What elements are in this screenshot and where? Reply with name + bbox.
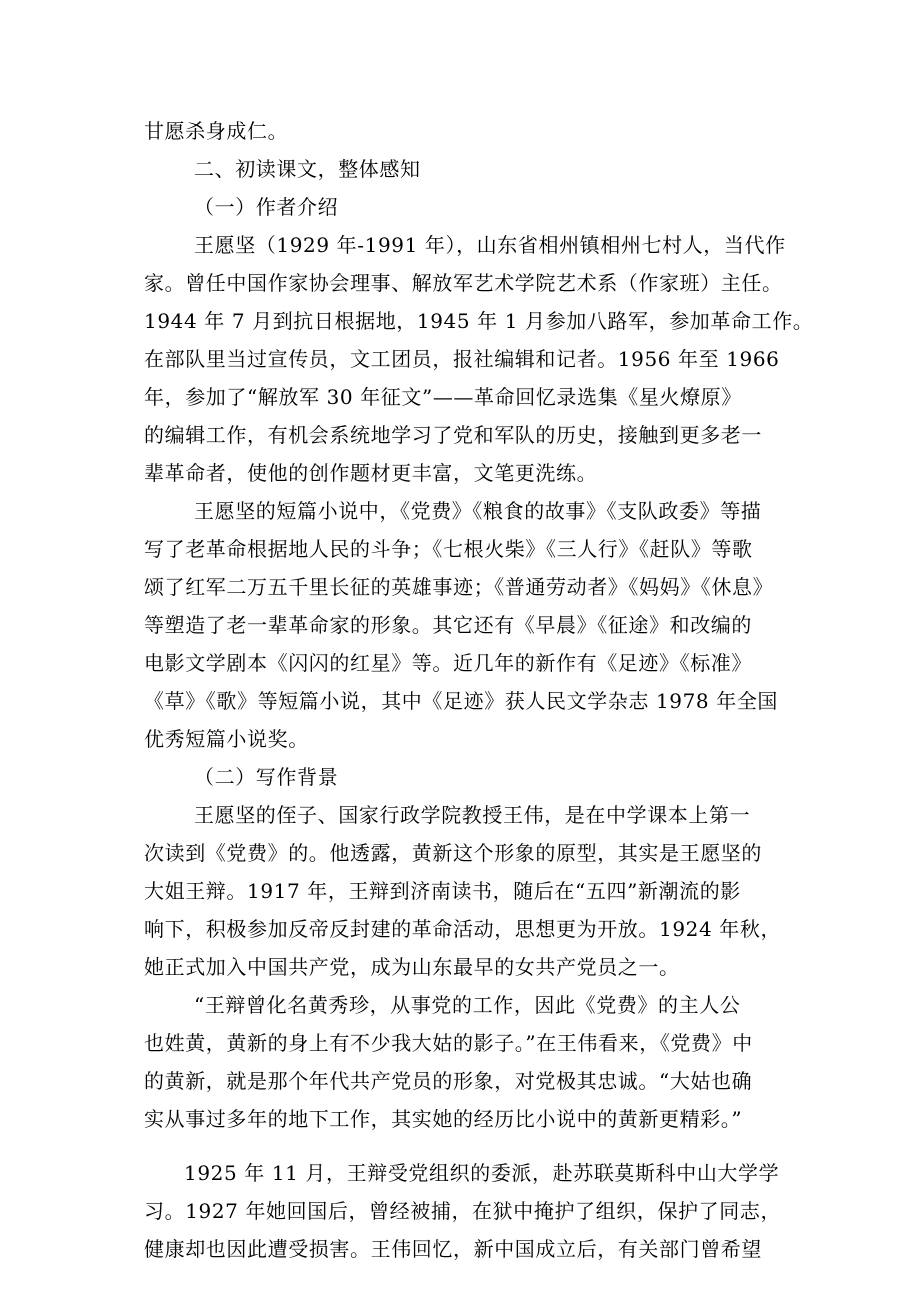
body-line: 《草》《歌》等短篇小说，其中《足迹》获人民文学杂志 1978 年全国 (144, 689, 779, 713)
body-line: 她正式加入中国共产党，成为山东最早的女共产党员之一。 (144, 955, 680, 979)
body-line: 家。曾任中国作家协会理事、解放军艺术学院艺术系（作家班）主任。 (144, 271, 783, 295)
body-line: 实从事过多年的地下工作，其实她的经历比小说中的黄新更精彩。” (144, 1107, 743, 1131)
body-line: 大姐王辩。1917 年，王辩到济南读书，随后在“五四”新潮流的影 (144, 879, 741, 903)
body-line: 优秀短篇小说奖。 (144, 727, 309, 751)
body-line: 辈革命者，使他的创作题材更丰富，文笔更洗练。 (144, 461, 598, 485)
body-line: 健康却也因此遭受损害。王伟回忆，新中国成立后，有关部门曾希望 (144, 1237, 762, 1261)
subsection-heading: （一）作者介绍 (194, 195, 339, 219)
section-heading: 二、初读课文，整体感知 (194, 157, 421, 181)
body-line: 响下，积极参加反帝反封建的革命活动，思想更为开放。1924 年秋， (144, 917, 782, 941)
subsection-heading: （二）写作背景 (194, 765, 339, 789)
body-line: 1944 年 7 月到抗日根据地，1945 年 1 月参加八路军，参加革命工作。 (144, 309, 814, 333)
body-line: 的黄新，就是那个年代共产党员的形象，对党极其忠诚。“大姑也确 (144, 1069, 753, 1093)
body-line: 颂了红军二万五千里长征的英雄事迹；《普通劳动者》《妈妈》《休息》 (144, 575, 774, 599)
body-line: 次读到《党费》的。他透露，黄新这个形象的原型，其实是王愿坚的 (144, 841, 762, 865)
body-line: 的编辑工作，有机会系统地学习了党和军队的历史，接触到更多老一 (144, 423, 762, 447)
body-line: 王愿坚的短篇小说中，《党费》《粮食的故事》《支队政委》等描 (194, 499, 762, 523)
body-line: 写了老革命根据地人民的斗争；《七根火柴》《三人行》《赶队》等歌 (144, 537, 753, 561)
body-line: 电影文学剧本《闪闪的红星》等。近几年的新作有《足迹》《标准》 (144, 651, 752, 675)
body-line: 等塑造了老一辈革命家的形象。其它还有《早晨》《征途》和改编的 (144, 613, 752, 637)
body-line: “王辩曾化名黄秀珍，从事党的工作，因此《党费》的主人公 (194, 993, 741, 1017)
body-line: 王愿坚的侄子、国家行政学院教授王伟，是在中学课本上第一 (194, 803, 751, 827)
body-line: 1925 年 11 月，王辩受党组织的委派，赴苏联莫斯科中山大学学 (184, 1161, 780, 1185)
body-line: 习。1927 年她回国后，曾经被捕，在狱中掩护了组织，保护了同志， (144, 1199, 782, 1223)
body-line: 在部队里当过宣传员，文工团员，报社编辑和记者。1956 年至 1966 (144, 347, 780, 371)
body-line: 王愿坚（1929 年-1991 年），山东省相州镇相州七村人，当代作 (194, 233, 786, 257)
body-line: 也姓黄，黄新的身上有不少我大姑的影子。”在王伟看来，《党费》中 (144, 1031, 753, 1055)
body-line: 年，参加了“解放军 30 年征文”——革命回忆录选集《星火燎原》 (144, 385, 742, 409)
body-line: 甘愿杀身成仁。 (144, 119, 289, 143)
